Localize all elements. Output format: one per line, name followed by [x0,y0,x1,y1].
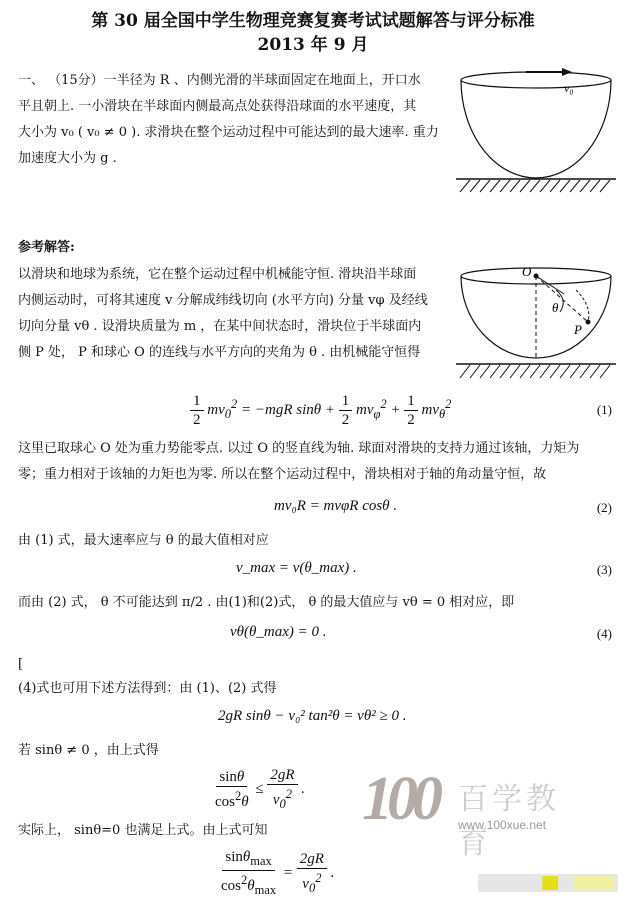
equation-number: (3) [596,562,612,577]
hemisphere-figure [456,64,616,204]
problem-line: 一、 （15分）一半径为 R 、内侧光滑的半球面固定在地面上，开口水 [18,73,421,88]
text-line: 以滑块和地球为系统，它在整个运动过程中机械能守恒. 滑块沿半球面 [18,267,417,282]
problem-line: 加速度大小为 g . [18,151,117,166]
equation-7: $\frac{\sin\theta_{max}}{\cos^2\theta_{max}}$ = $\frac{2gR}{v_0^2}$ . [221,849,335,897]
text-line: 侧 P 处， P 和球心 O 的连线与水平方向的夹角为 θ . 由机械能守恒得 [18,345,421,360]
text-line: 内侧运动时，可将其速度 v 分解成纬线切向 (水平方向) 分量 vφ 及经线 [18,293,428,308]
label-O: O [522,264,532,279]
solution-line: 而由 (2) 式， θ 不可能达到 π/2 . 由(1)和(2)式， θ 的最大值应与 vθ = 0 相对应，即 [18,595,515,610]
problem-text [18,68,458,172]
equation-2: mv₀R = mvφR cosθ . [274,498,398,514]
solution-paragraph [18,436,618,488]
equation-6: $\frac{\sin\theta}{\cos^2\theta}$ ≤ $\frac{2gR}{v_0^2}$ . [215,767,306,811]
equation-number: (1) [596,402,612,417]
solution-line: (4)式也可用下述方法得到：由 (1)、(2) 式得 [18,681,277,696]
page-date: 2013 年 9 月 [257,35,369,55]
label-theta: θ [552,300,559,315]
watermark-bar [478,874,618,892]
velocity-label: v₀ [564,81,574,95]
equation-1: $\frac{1}{2}$ $mv_0^2 = -mgR$ sinθ + $\frac{1}{2}$ $mv_\varphi^2$ + $\frac{1}{2}$ $mv_\theta^2$ [190,392,451,429]
equation-number: (4) [596,626,612,641]
solution-line: 实际上， sinθ=0 也满足上式。由上式可知 [18,823,268,838]
page-title: 第 30 届全国中学生物理竞赛复赛考试试题解答与评分标准 [91,11,535,31]
solution-line: 若 sinθ ≠ 0 ，由上式得 [18,743,159,758]
watermark-number: 100 [362,765,437,833]
problem-line: 大小为 v₀ ( v₀ ≠ 0 ). 求滑块在整个运动过程中可能达到的最大速率. 重力 [18,125,439,140]
solution-line: 由 (1) 式，最大速率应与 θ 的最大值相对应 [18,533,269,548]
text-line: 零；重力相对于该轴的力矩也为零. 所以在整个运动过程中，滑块相对于轴的角动量守恒，故 [18,467,547,482]
slider-point [586,320,591,325]
solution-paragraph [18,262,458,366]
equation-4: vθ(θ_max) = 0 . [230,624,327,640]
watermark-url: www.100xue.net [458,818,547,832]
solution-heading: 参考解答: [18,240,75,255]
watermark-name: 百学教育 [458,782,560,861]
watermark-logo [362,764,582,861]
center-point [534,274,539,279]
equation-number: (2) [596,500,612,515]
hemisphere-angle-figure [456,260,616,390]
equation-5: 2gR sinθ − v₀² tan²θ = vθ² ≥ 0 . [218,708,407,724]
equation-3: v_max = v(θ_max) . [236,560,357,576]
problem-line: 平且朝上. 一小滑块在半球面内侧最高点处获得沿球面的水平速度，其 [18,99,417,114]
bracket-mark: [ [18,657,24,672]
ground-hatching [460,180,610,192]
arrow-head-icon [562,68,572,76]
text-line: 这里已取球心 O 处为重力势能零点. 以过 O 的竖直线为轴. 球面对滑块的支持力通过该轴，力矩为 [18,441,580,456]
ground-hatching [460,365,610,378]
label-P: P [574,322,582,337]
text-line: 切向分量 vθ . 设滑块质量为 m ，在某中间状态时，滑块位于半球面内 [18,319,422,334]
